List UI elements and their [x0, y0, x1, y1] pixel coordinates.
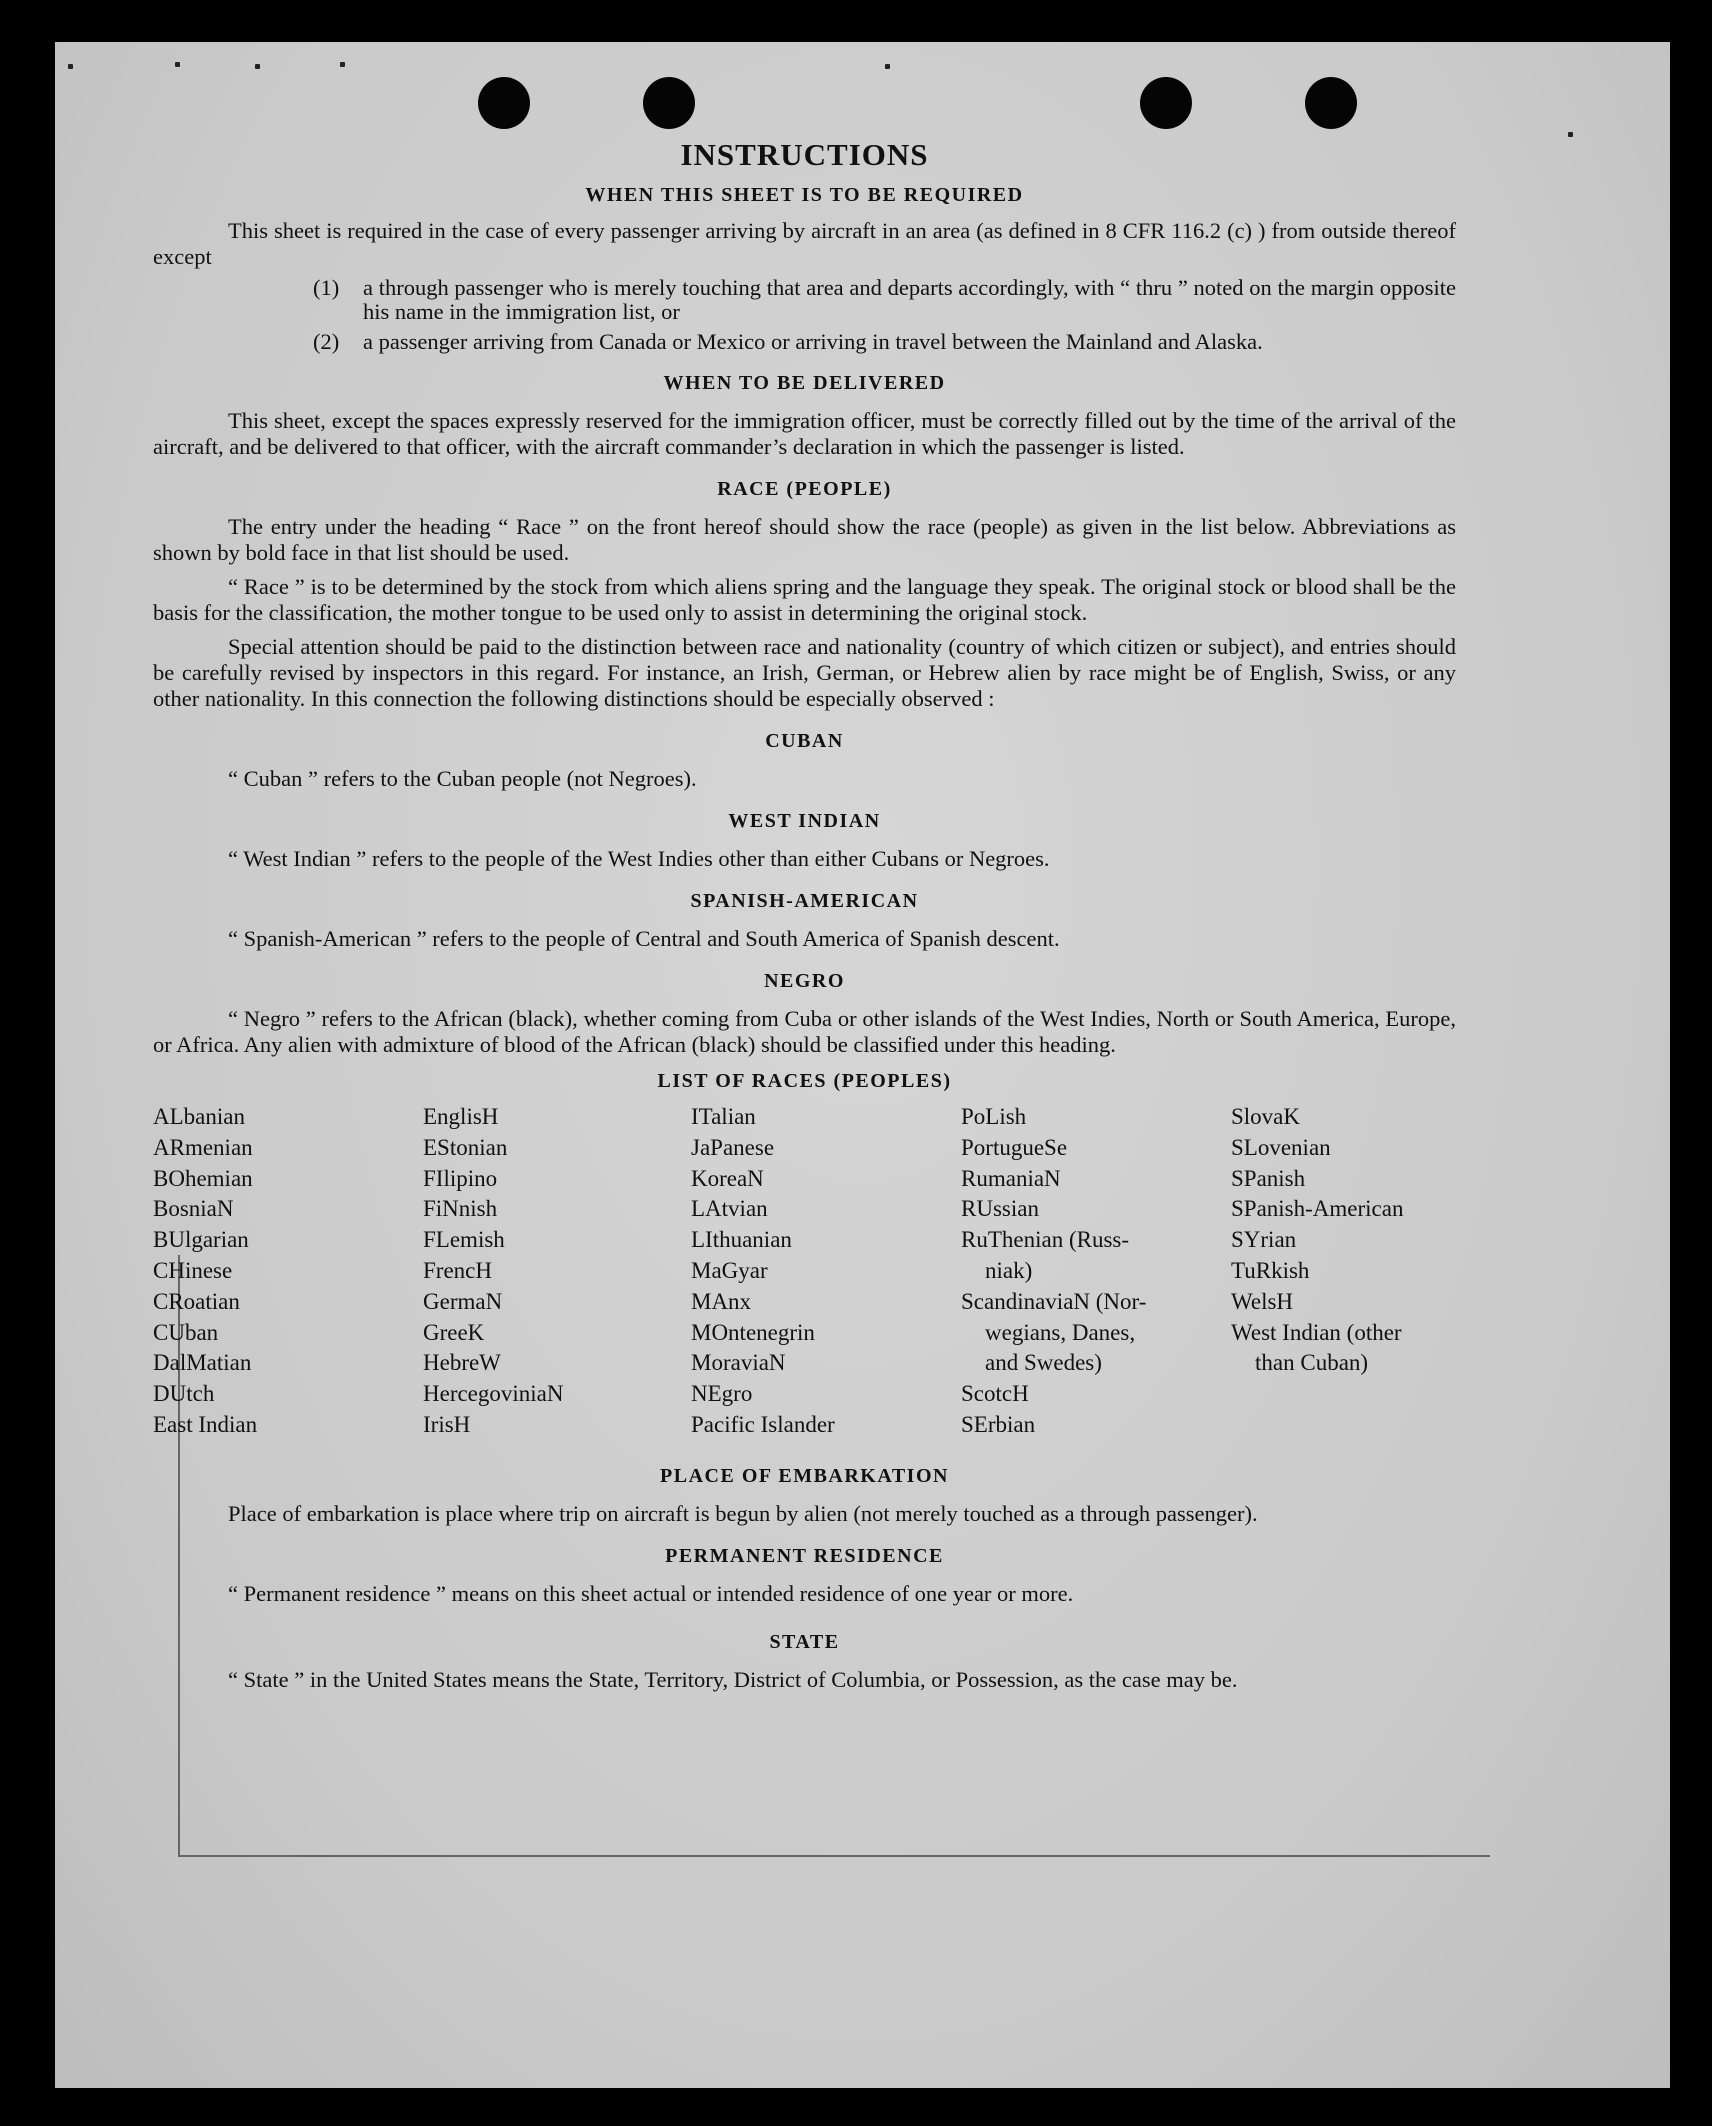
page-title: INSTRUCTIONS [680, 137, 929, 172]
race-entry: RuThenian (Russ- [961, 1227, 1130, 1253]
paragraph: “ Negro ” refers to the African (black), whether coming from Cuba or other islands of the West Indies, North or South America, Europe, or Africa. Any alien with admixture of blood of the African (black) should be classified under this heading. [153, 1006, 1456, 1058]
race-entry: than Cuban) [1255, 1350, 1369, 1376]
item-text: a passenger arriving from Canada or Mexico or arriving in travel between the Mainland and Alaska. [363, 329, 1263, 355]
race-entry: BUlgarian [153, 1227, 249, 1253]
paragraph: The entry under the heading “ Race ” on the front hereof should show the race (people) as given in the list below. Abbreviations as shown by bold face in that list should be used. [153, 514, 1456, 566]
race-entry: CRoatian [153, 1288, 240, 1314]
paragraph: “ West Indian ” refers to the people of the West Indies other than either Cubans or Negroes. [228, 846, 1050, 872]
paragraph: “ Spanish-American ” refers to the people of Central and South America of Spanish descent. [228, 926, 1060, 952]
speck [340, 62, 345, 67]
race-entry: CHinese [153, 1258, 233, 1284]
punch-hole [643, 77, 695, 129]
paragraph: “ State ” in the United States means the State, Territory, District of Columbia, or Possession, as the case may be. [228, 1667, 1238, 1693]
list-item [313, 330, 1456, 354]
item-number: (2) [313, 329, 340, 355]
races-column [1231, 1102, 1403, 1379]
paragraph: “ Permanent residence ” means on this sheet actual or intended residence of one year or more. [228, 1581, 1074, 1607]
race-entry: HercegoviniaN [423, 1381, 564, 1407]
race-entry: FiNnish [423, 1196, 498, 1222]
speck [68, 64, 73, 69]
speck [1568, 132, 1573, 137]
section-heading: SPANISH-AMERICAN [690, 890, 919, 913]
race-entry: MoraviaN [691, 1350, 786, 1376]
race-entry: IrisH [423, 1412, 471, 1438]
race-entry: ITalian [691, 1104, 756, 1130]
race-entry: FIlipino [423, 1165, 498, 1191]
race-entry: DalMatian [153, 1350, 252, 1376]
race-entry: Pacific Islander [691, 1412, 835, 1438]
race-entry: FLemish [423, 1227, 505, 1253]
section-heading: STATE [769, 1631, 840, 1654]
races-list-heading: LIST OF RACES (PEOPLES) [657, 1070, 952, 1093]
race-entry: BOhemian [153, 1165, 253, 1191]
race-entry: GreeK [423, 1319, 485, 1345]
speck [255, 64, 260, 69]
race-entry: SLovenian [1231, 1134, 1331, 1160]
races-column [961, 1102, 1146, 1441]
race-entry: and Swedes) [985, 1350, 1102, 1376]
punch-hole [478, 77, 530, 129]
race-entry: niak) [985, 1258, 1033, 1284]
punch-hole [1140, 77, 1192, 129]
race-entry: HebreW [423, 1350, 501, 1376]
speck [175, 62, 180, 67]
paragraph: This sheet, except the spaces expressly reserved for the immigration officer, must be correctly filled out by the time of the arrival of the aircraft, and be delivered to that officer, with the aircraft commander’s declaration in which the passenger is listed. [153, 408, 1456, 460]
race-entry: wegians, Danes, [985, 1319, 1136, 1345]
race-entry: ScotcH [961, 1381, 1029, 1407]
race-entry: MOntenegrin [691, 1319, 815, 1345]
paragraph: “ Cuban ” refers to the Cuban people (not Negroes). [228, 766, 697, 792]
item-number: (1) [313, 275, 340, 301]
race-entry: LIthuanian [691, 1227, 792, 1253]
race-entry: PortugueSe [961, 1134, 1068, 1160]
race-entry: MaGyar [691, 1258, 768, 1284]
item-text: a through passenger who is merely touching that area and departs accordingly, with “ thru ” noted on the margin opposite his name in the immigration list, or [363, 275, 1456, 325]
race-entry: East Indian [153, 1412, 258, 1438]
paragraph: Special attention should be paid to the distinction between race and nationality (country of which citizen or subject), and entries should be carefully revised by inspectors in this regard. For instance, an Irish, German, or Hebrew alien by race might be of English, Swiss, or any other nationality. In this connection the following distinctions should be especially observed : [153, 634, 1456, 712]
race-entry: BosniaN [153, 1196, 234, 1222]
section-heading: PLACE OF EMBARKATION [660, 1465, 949, 1488]
speck [885, 64, 890, 69]
race-entry: PoLish [961, 1104, 1027, 1130]
race-entry: SErbian [961, 1412, 1036, 1438]
races-column [153, 1102, 257, 1441]
paragraph: Place of embarkation is place where trip on aircraft is begun by alien (not merely touched as a through passenger). [228, 1501, 1258, 1527]
race-entry: RUssian [961, 1196, 1039, 1222]
paragraph: “ Race ” is to be determined by the stock from which aliens spring and the language they speak. The original stock or blood shall be the basis for the classification, the mother tongue to be used only to assist in determining the original stock. [153, 574, 1456, 626]
race-entry: ARmenian [153, 1134, 253, 1160]
race-entry: DUtch [153, 1381, 215, 1407]
race-entry: ScandinaviaN (Nor- [961, 1288, 1147, 1314]
race-entry: WelsH [1231, 1288, 1294, 1314]
races-column [423, 1102, 564, 1441]
races-column [691, 1102, 835, 1441]
race-entry: GermaN [423, 1288, 503, 1314]
race-entry: SPanish [1231, 1165, 1306, 1191]
race-entry: SPanish-American [1231, 1196, 1404, 1222]
instructions-content [153, 138, 1456, 1693]
race-entry: SlovaK [1231, 1104, 1300, 1130]
race-entry: JaPanese [691, 1134, 775, 1160]
paragraph: This sheet is required in the case of every passenger arriving by aircraft in an area (as defined in 8 CFR 116.2 (c) ) from outside thereof except [153, 218, 1456, 270]
section-heading: PERMANENT RESIDENCE [665, 1545, 944, 1568]
race-entry: ALbanian [153, 1104, 245, 1130]
list-item [313, 276, 1456, 324]
race-entry: EnglisH [423, 1104, 499, 1130]
section-heading: WHEN THIS SHEET IS TO BE REQUIRED [585, 184, 1024, 207]
section-heading: WHEN TO BE DELIVERED [663, 372, 946, 395]
section-heading: NEGRO [764, 970, 845, 993]
punch-hole [1305, 77, 1357, 129]
race-entry: KoreaN [691, 1165, 764, 1191]
races-list [153, 1102, 1456, 1457]
race-entry: EStonian [423, 1134, 508, 1160]
race-entry: FrencH [423, 1258, 492, 1284]
race-entry: LAtvian [691, 1196, 768, 1222]
race-entry: MAnx [691, 1288, 752, 1314]
section-heading: WEST INDIAN [728, 810, 881, 833]
race-entry: NEgro [691, 1381, 753, 1407]
race-entry: RumaniaN [961, 1165, 1061, 1191]
race-entry: CUban [153, 1319, 219, 1345]
race-entry: TuRkish [1231, 1258, 1310, 1284]
race-entry: SYrian [1231, 1227, 1297, 1253]
section-heading: RACE (PEOPLE) [717, 478, 892, 501]
section-heading: CUBAN [765, 730, 844, 753]
race-entry: West Indian (other [1231, 1319, 1402, 1345]
